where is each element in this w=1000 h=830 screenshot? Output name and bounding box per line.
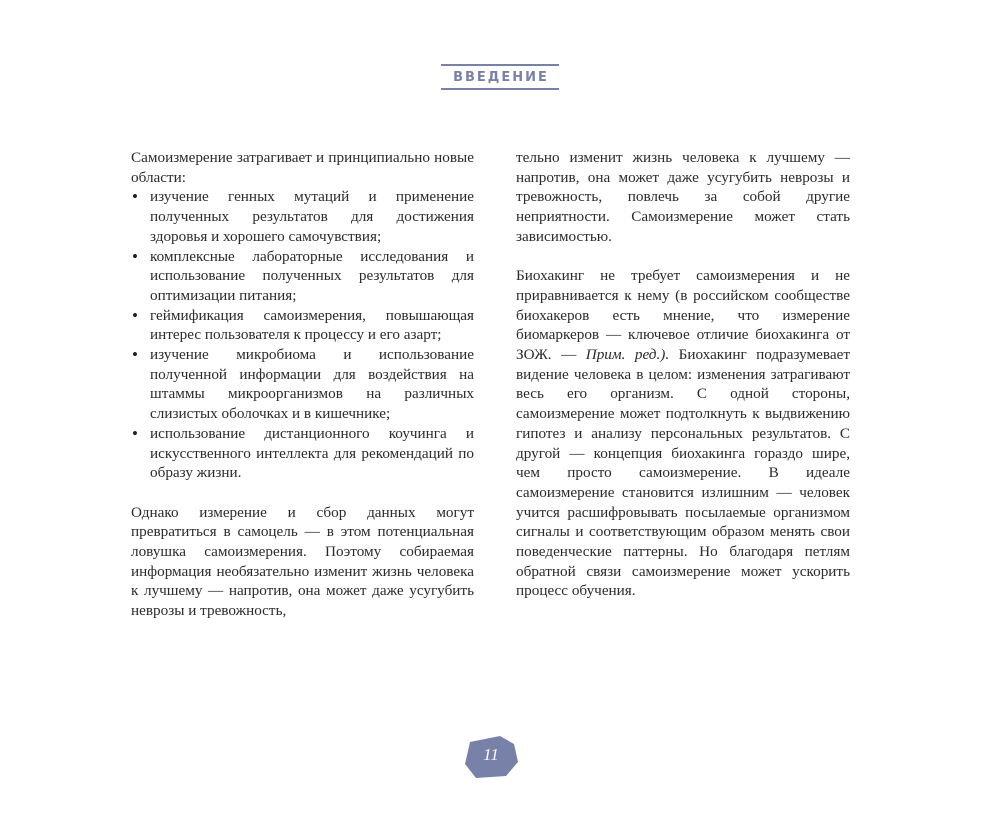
page-number-badge (462, 734, 520, 780)
paragraph-text: Биохакинг подразумевает видение человека в целом: изменения затрагивают весь его организм. С одной стороны, самоизмерение может подтолкнуть к выдвижению гипотез и анализу персональных результатов. С другой — концепция биохакинга гораздо шире, чем просто самоизмерение. В идеале самоизмерение становится излишним — человек учится расшифровывать посылаемые организмом сигналы и соответствующим образом менять свои поведенческие паттерны. Но благодаря петлям обратной связи самоизмерение может ускорить процесс обучения. (516, 346, 850, 600)
paragraph-text: Биохакинг не требует самоизмерения и не приравнивается к нему (в российском сообществе биохакеров есть мнение, что измерение биомаркеров — ключевое отличие биохакинга от ЗОЖ. — (516, 267, 850, 364)
section-title: ВВЕДЕНИЕ (441, 64, 559, 90)
paragraph (516, 266, 850, 601)
list-item: • использование дистанционного коучинга и искусственного интеллекта для рекомендаций по образу жизни. (131, 424, 474, 483)
page-number: 11 (483, 745, 499, 764)
paragraph: Однако измерение и сбор данных могут превратиться в самоцель — в этом потенциальная ловушка самоизмерения. Поэтому собираемая информация необязательно изменит жизнь человека к лучшему — напротив, она может даже усугубить неврозы и тревожность, (131, 503, 474, 620)
editor-note: Прим. ред.). (585, 346, 670, 364)
running-header (0, 64, 1000, 90)
list-item: • комплексные лабораторные исследования и использование полученных результатов для оптимизации питания; (131, 247, 474, 306)
bullet-list (131, 187, 474, 483)
list-item: • изучение генных мутаций и применение полученных результатов для достижения здоровья и хорошего самочувствия; (131, 187, 474, 246)
intro-paragraph: Самоизмерение затрагивает и принципиально новые области: (131, 149, 474, 186)
list-item: • изучение микробиома и использование полученной информации для воздействия на штаммы микроорганизмов на различных слизистых оболочках и в кишечнике; (131, 345, 474, 424)
list-item: • геймификация самоизмерения, повышающая интерес пользователя к процессу и его азарт; (131, 306, 474, 345)
left-column (131, 148, 474, 620)
right-column (516, 148, 850, 601)
paragraph: тельно изменит жизнь человека к лучшему — напротив, она может даже усугубить неврозы и тревожность, повлечь за собой другие неприятности. Самоизмерение может стать зависимостью. (516, 149, 850, 245)
